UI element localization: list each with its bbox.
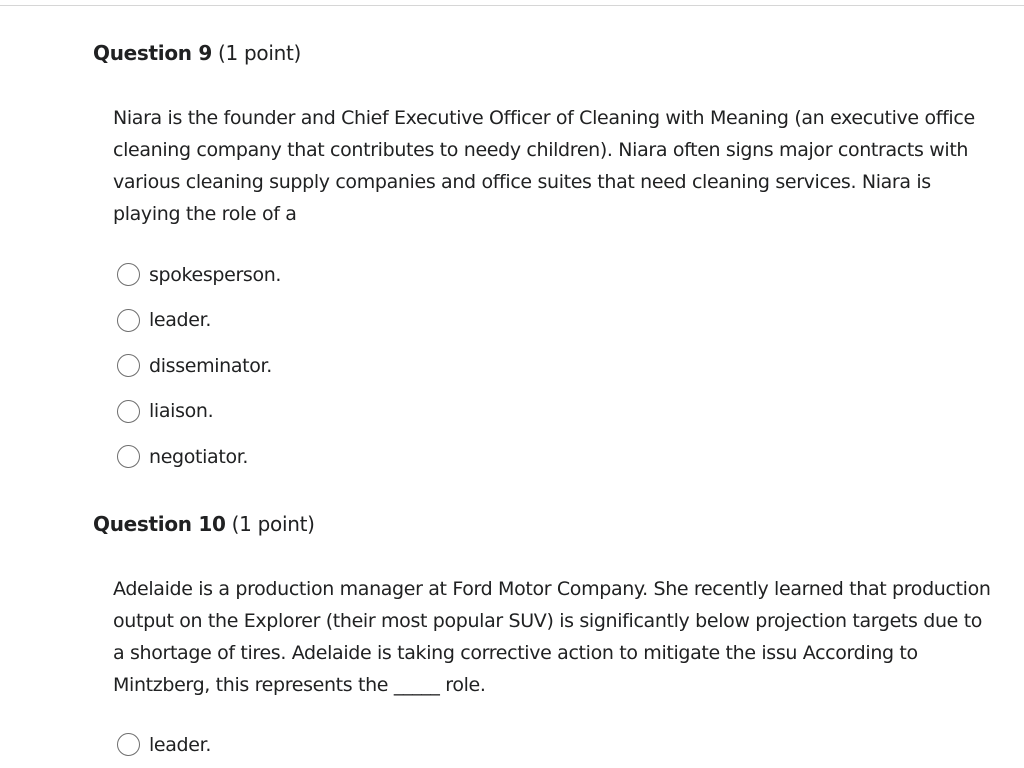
radio-button[interactable] — [117, 309, 140, 332]
question-10-option-leader[interactable] — [117, 722, 211, 768]
question-10-title: Question 10 — [93, 512, 226, 536]
option-label: negotiator. — [149, 445, 249, 468]
question-10-options — [117, 722, 211, 768]
question-10-header — [93, 512, 315, 536]
top-divider — [0, 5, 1024, 6]
question-10-points: (1 point) — [231, 512, 315, 536]
option-label: leader. — [149, 733, 212, 756]
question-10-text: Adelaide is a production manager at Ford Motor Company. She recently learned that production output on the Explorer (their most popular SUV) is significantly below projection targets due to a shortage of tires. Adelaide is taking corrective action to mitigate the issu According to Mintzberg, this represents the _____ role. — [113, 578, 991, 696]
option-label: spokesperson. — [149, 263, 282, 286]
radio-button[interactable] — [117, 354, 140, 377]
question-9-option-liaison[interactable] — [117, 389, 281, 435]
question-9-option-disseminator[interactable] — [117, 343, 281, 389]
question-9-points: (1 point) — [218, 41, 302, 65]
radio-button[interactable] — [117, 445, 140, 468]
option-label: leader. — [149, 309, 212, 332]
radio-button[interactable] — [117, 400, 140, 423]
question-9-title: Question 9 — [93, 41, 212, 65]
question-9-option-spokesperson[interactable] — [117, 252, 281, 298]
radio-button[interactable] — [117, 263, 140, 286]
option-label: liaison. — [149, 400, 214, 423]
question-9-option-negotiator[interactable] — [117, 434, 281, 480]
question-9-options — [117, 252, 281, 480]
radio-button[interactable] — [117, 733, 140, 756]
question-9-option-leader[interactable] — [117, 298, 281, 344]
option-label: disseminator. — [149, 354, 272, 377]
question-9-header — [93, 41, 301, 65]
question-9-text: Niara is the founder and Chief Executive Officer of Cleaning with Meaning (an executive office cleaning company that contributes to needy children). Niara often signs major contracts with various cleaning supply companies and office suites that need cleaning services. Niara is playing the role of a — [113, 107, 975, 225]
